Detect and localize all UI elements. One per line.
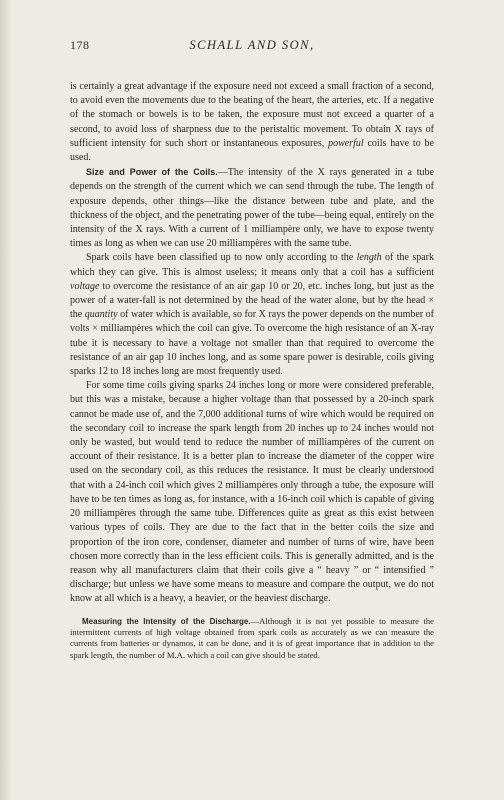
- paragraph-text: —Although it is not yet possible to measure the intermittent currents of high voltage obtained from spark coils as accurately as we can measure the currents from batteries or dynamos, it can be done, and it is of great importance that in addition to the spark length, the number of M.A. which a coil can give should be stated.: [70, 615, 434, 660]
- paragraph-text: —The intensity of the X rays generated in a tube depends on the strength of the current which we can send through the tube. The length of exposure depends, other things—like the distance between tube and plate, and the thickness of the object, and the penetrating power of the tube—being equal, entirely on the intensity of the X rays. With a current of 1 milliampère only, we have to expose twenty times as long as when we can use 20 milliampères with the same tube.: [70, 167, 434, 250]
- emphasis-powerful: powerful: [328, 137, 364, 149]
- paragraph-longer-sparks: [70, 379, 434, 606]
- emphasis-voltage: voltage: [70, 280, 100, 292]
- paragraph-exposure: [70, 80, 434, 165]
- paragraph-text: to overcome the resistance of an air gap 10 or 20, etc. inches long, but just as the power of a water-fall is not determined by the head of the water alone, but by the head × the: [70, 280, 434, 321]
- emphasis-length: length: [356, 252, 382, 264]
- page-gutter-shadow: [0, 0, 12, 800]
- paragraph-text: of the spark which they can give. This is almost useless; it means only that a coil has a sufficient: [70, 252, 434, 278]
- paragraph-text: For some time coils giving sparks 24 inches long or more were considered preferable, but this was a mistake, because a higher voltage than that possessed by a 20-inch spark cannot be made use of, and the 7,000 additional turns of wire which would be required on the secondary coil to increase the spark length from 20 inches up to 24 inches would not only be wasted, but would tend to reduce the number of milliampères of the current on account of their resistance. It is a better plan to increase the diameter of the copper wire used on the secondary coil, as this reduces the resistance. It must be clearly understood that with a 24-inch coil which gives 2 milliampères only through a tube, the exposure will have to be ten times as long as, for instance, with a 16-inch coil which is capable of giving 20 milliampères through the same tube. Differences quite as great as this exist between various types of coils. They are due to the fact that in the better coils the size and proportion of the iron core, condenser, diameter and number of turns of wire, have been chosen more correctly than in the less efficient coils. This is generally admitted, and is the reason why all manufacturers claim that their coils give a “ heavy ” or “ intensified ” discharge; but unless we have some means to measure and compare the output, we do not know at all which is a heavy, a heavier, or the heaviest discharge.: [70, 380, 434, 605]
- paragraph-text: Spark coils have been classified up to now only according to the: [86, 252, 357, 264]
- body-text: [70, 80, 434, 661]
- paragraph-measuring: [70, 616, 434, 662]
- emphasis-quantity: quantity: [84, 309, 118, 321]
- paragraph-text: coils have to be used.: [70, 137, 434, 164]
- paragraph-size-and-power: [70, 165, 434, 251]
- page-number: 178: [70, 38, 90, 52]
- section-heading-size-and-power: Size and Power of the Coils.: [86, 167, 218, 178]
- paragraph-spark-coils: [70, 251, 434, 379]
- page-header: [70, 38, 434, 58]
- paragraph-text: is certainly a great advantage if the exposure need not exceed a small fraction of a second, to avoid even the movements due to the beating of the heart, the arteries, etc. If a negative of the stomach or bowels is to be taken, the exposure must not exceed a quarter of a second, to avoid loss of sharpness due to the peristaltic movement. To obtain X rays of sufficient intensity for such short or instantaneous exposures,: [70, 81, 434, 149]
- section-measuring: [70, 616, 434, 662]
- section-heading-measuring: Measuring the Intensity of the Discharge.: [82, 616, 251, 626]
- paragraph-text: of water which is available, so for X rays the power depends on the number of volts × milliampères which the coil can give. To overcome the high resistance of an X-ray tube it is necessary to have a voltage not smaller than that required to overcome the resistance of an air gap 10 inches long, and as some spare power is desirable, coils giving sparks 12 to 18 inches long are most frequently used.: [70, 309, 434, 378]
- running-head: SCHALL AND SON,: [189, 38, 315, 52]
